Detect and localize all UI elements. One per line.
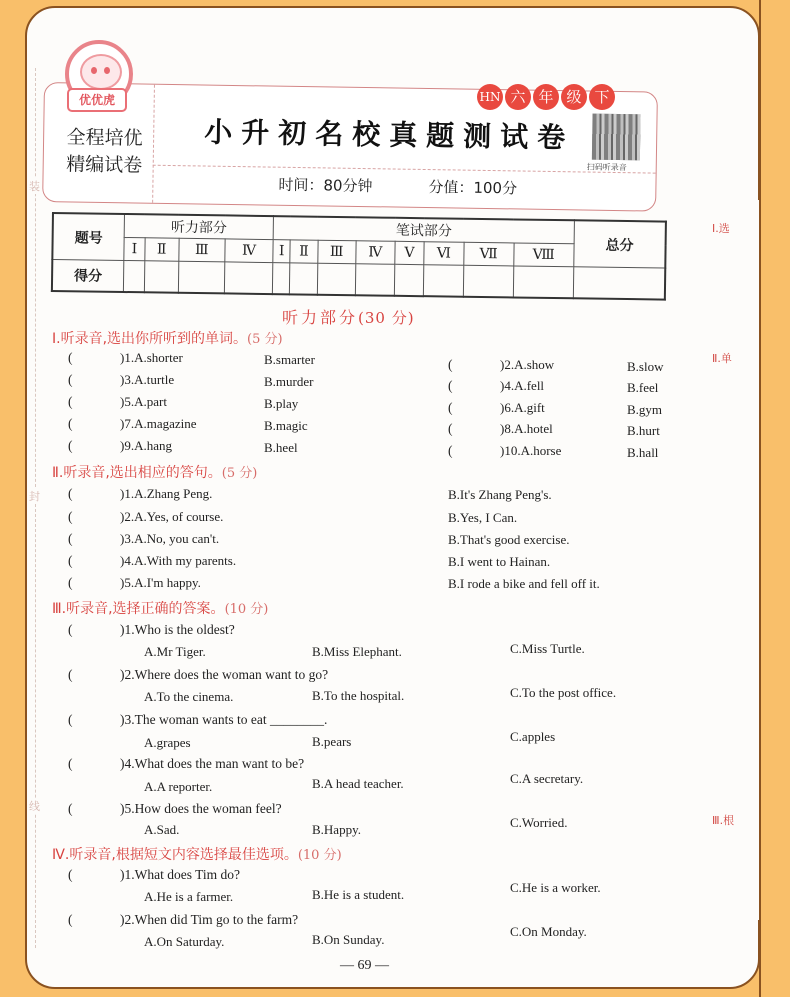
section-4-heading [52,844,342,864]
grade-badge: 年 [533,84,559,110]
answer-blank[interactable]: ( [68,509,73,524]
answer-blank[interactable]: ( [448,443,453,458]
binding-char-xian: 线 [29,800,40,813]
series-line-2: 精编试卷 [66,153,143,177]
series-name [61,124,147,179]
total-score-header: 总分 [574,220,666,268]
option-c: C.To the post office. [510,685,617,700]
option-a: A.On Saturday. [144,934,225,949]
answer-blank[interactable]: ( [68,801,73,816]
option-b: B.I went to Hainan. [448,554,551,569]
grade-badge-region: HN [477,84,503,110]
question-item: )10.A.horse [500,443,562,458]
writing-group-header: 笔试部分 [273,216,574,244]
option-b: B.I rode a bike and fell off it. [448,576,600,591]
next-page-section-1: Ⅰ.选 [712,222,730,235]
option-b: B.gym [627,402,663,417]
option-a: A.grapes [144,735,191,750]
next-page-edge [730,200,760,920]
score-cell[interactable] [290,263,318,295]
score-cell[interactable] [224,262,273,294]
score-cell[interactable] [317,263,355,295]
binding-char-feng: 封 [29,490,40,503]
question-item: )5.A.part [120,394,167,409]
option-b: B.He is a student. [312,887,405,902]
option-a: )5.A.I'm happy. [120,575,201,590]
writing-col: Ⅱ [290,240,318,263]
question-stem: )4.What does the man want to be? [120,756,305,771]
section-points: (10 分) [297,848,342,863]
option-a: )1.A.Zhang Peng. [120,486,213,501]
question-stem: )5.How does the woman feel? [120,801,282,816]
option-b: B.heel [264,440,298,455]
answer-blank[interactable]: ( [68,575,73,590]
answer-blank[interactable]: ( [68,756,73,771]
grade-badge: 六 [505,84,531,110]
score-table [51,212,667,301]
score-cell[interactable] [144,261,178,293]
answer-blank[interactable]: ( [68,667,73,682]
option-a: A.He is a farmer. [144,889,234,904]
qr-caption: 扫码听录音 [586,162,627,173]
question-item: )6.A.gift [500,400,545,415]
option-a: A.A reporter. [144,779,213,794]
listening-group-header: 听力部分 [124,214,273,240]
score-cell[interactable] [273,263,291,295]
score-cell[interactable] [178,261,225,293]
part-points: (30 分) [358,309,415,327]
writing-col: Ⅷ [513,243,574,267]
option-c: C.Miss Turtle. [510,641,585,656]
answer-blank[interactable]: ( [448,357,453,372]
binding-char-zhuang: 装 [29,180,40,193]
writing-col: Ⅰ [273,240,290,263]
writing-col: Ⅳ [356,241,396,265]
score-cell[interactable] [123,261,144,293]
option-b: B.A head teacher. [312,776,404,791]
total-score-cell[interactable] [573,267,665,300]
section-heading-text: Ⅰ.听录音,选出你所听到的单词。 [52,331,248,347]
option-a: )2.A.Yes, of course. [120,509,224,524]
option-a: )3.A.No, you can't. [120,531,220,546]
option-c: C.On Monday. [510,924,587,939]
option-b: B.hall [627,445,659,460]
score-cell[interactable] [423,265,463,297]
question-item: )9.A.hang [120,438,172,453]
question-number-label: 题号 [52,213,124,260]
header-dashed-line [153,165,656,174]
question-stem: )1.What does Tim do? [120,867,240,882]
score-cell[interactable] [463,265,513,297]
section-2-heading [52,462,257,482]
question-item: )2.A.show [500,357,555,372]
right-background [759,0,790,997]
writing-col: Ⅴ [395,241,424,264]
question-item: )4.A.fell [500,378,545,393]
binding-dashed-line [35,68,36,948]
answer-blank[interactable]: ( [68,867,73,882]
answer-blank[interactable]: ( [68,372,73,387]
header-divider [152,85,155,203]
listening-col: Ⅳ [225,239,273,263]
option-a: A.Sad. [144,822,180,837]
answer-blank[interactable]: ( [68,912,73,927]
option-b: B.On Sunday. [312,932,385,947]
section-points: (5 分) [221,466,258,481]
writing-col: Ⅲ [318,240,356,264]
option-b: B.feel [627,380,659,395]
answer-blank[interactable]: ( [68,416,73,431]
option-b: B.Happy. [312,822,361,837]
option-a: A.Mr Tiger. [144,644,206,659]
answer-blank[interactable]: ( [448,421,453,436]
section-heading-text: Ⅱ.听录音,选出相应的答句。 [52,465,222,481]
total-score: 分值：100分 [428,178,518,198]
answer-blank[interactable]: ( [68,712,73,727]
option-b: B.slow [627,359,664,374]
next-page-section-2: Ⅱ.单 [712,352,732,365]
option-c: C.Worried. [510,815,568,830]
series-line-1: 全程培优 [66,126,143,150]
question-stem: )2.When did Tim go to the farm? [120,912,299,927]
score-cell[interactable] [513,266,574,298]
answer-blank[interactable]: ( [68,438,73,453]
answer-blank[interactable]: ( [68,553,73,568]
exam-title: 小升初名校真题测试卷 [203,115,575,155]
tiger-face [80,54,122,90]
listening-col: Ⅰ [124,238,145,261]
section-1-heading [52,328,283,348]
answer-blank[interactable]: ( [68,394,73,409]
option-c: C.A secretary. [510,771,584,786]
score-cell[interactable] [394,264,424,296]
tiger-eye [91,67,97,74]
writing-col: Ⅶ [463,242,513,266]
option-b: B.pears [312,734,352,749]
question-item: )8.A.hotel [500,421,553,436]
answer-blank[interactable]: ( [448,400,453,415]
writing-col: Ⅵ [424,242,464,266]
option-a: )4.A.With my parents. [120,553,237,568]
question-stem: )2.Where does the woman want to go? [120,667,329,682]
answer-blank[interactable]: ( [68,622,73,637]
section-heading-text: Ⅲ.听录音,选择正确的答案。 [52,601,225,617]
logo-label: 优优虎 [67,88,127,112]
option-c: C.apples [510,729,556,744]
listening-part-title [282,305,415,328]
time-limit: 时间：80分钟 [278,175,373,196]
option-c: C.He is a worker. [510,880,601,895]
section-points: (10 分) [224,602,269,617]
listening-col: Ⅱ [145,238,179,261]
listening-col: Ⅲ [178,238,225,262]
grade-badge: 级 [561,84,587,110]
option-b: B.To the hospital. [312,688,405,703]
option-b: B.That's good exercise. [448,532,570,547]
question-stem: )1.Who is the oldest? [120,622,235,637]
grade-badges [477,84,615,110]
section-3-heading [52,598,268,618]
tiger-eye [104,67,110,74]
answer-blank[interactable]: ( [68,486,73,501]
option-b: B.play [264,396,299,411]
part-title-text: 听力部分 [282,308,359,327]
score-cell[interactable] [355,264,395,296]
answer-blank[interactable]: ( [68,350,73,365]
option-a: A.To the cinema. [144,689,234,704]
section-heading-text: Ⅳ.听录音,根据短文内容选择最佳选项。 [52,847,298,863]
option-b: B.Miss Elephant. [312,644,402,659]
grade-badge: 下 [589,84,615,110]
next-page-section-3: Ⅲ.根 [712,814,735,827]
question-item: )3.A.turtle [120,372,175,387]
option-b: B.Yes, I Can. [448,510,518,525]
option-b: B.magic [264,418,308,433]
question-stem: )3.The woman wants to eat ________. [120,712,328,727]
score-row-label: 得分 [52,260,124,292]
option-b: B.murder [264,374,314,389]
page-number: — 69 — [340,958,389,973]
question-item: )7.A.magazine [120,416,197,431]
option-b: B.It's Zhang Peng's. [448,487,552,502]
qr-code-icon[interactable] [592,114,641,161]
option-b: B.smarter [264,352,315,367]
question-item: )1.A.shorter [120,350,183,365]
answer-blank[interactable]: ( [68,531,73,546]
option-b: B.hurt [627,423,660,438]
answer-blank[interactable]: ( [448,378,453,393]
section-points: (5 分) [247,332,283,347]
